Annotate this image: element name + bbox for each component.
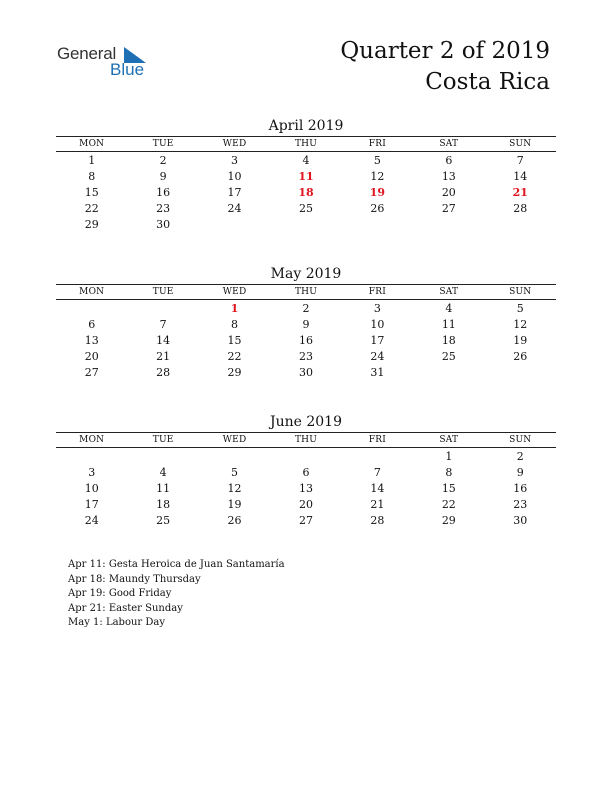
day-cell: 3 — [373, 302, 381, 315]
weekday-label: SAT — [439, 435, 459, 445]
day-cell: 27 — [298, 514, 313, 527]
day-cell: 23 — [156, 202, 171, 215]
day-cell — [127, 301, 198, 317]
day-cell: 20 — [84, 350, 99, 363]
day-cell: 22 — [441, 498, 456, 511]
day-cell: 11 — [156, 482, 171, 495]
day-cell: 13 — [298, 482, 313, 495]
day-cell: 10 — [84, 482, 99, 495]
day-cell: 22 — [84, 202, 99, 215]
day-cell: 3 — [88, 466, 96, 479]
day-cell: 30 — [298, 366, 313, 379]
day-cell: 3 — [231, 154, 239, 167]
title-country: Costa Rica — [425, 69, 550, 95]
day-cell — [342, 449, 413, 465]
day-cell: 9 — [302, 318, 310, 331]
day-cell: 12 — [370, 170, 385, 183]
day-cell: 17 — [227, 186, 242, 199]
day-cell: 10 — [227, 170, 242, 183]
day-cell: 6 — [302, 466, 310, 479]
day-cell: 10 — [370, 318, 385, 331]
day-cell: 9 — [159, 170, 167, 183]
day-cell: 12 — [227, 482, 242, 495]
day-cell: 15 — [441, 482, 456, 495]
weekday-label: WED — [222, 435, 247, 445]
week-row — [56, 301, 556, 317]
day-cell: 25 — [298, 202, 313, 215]
day-cell — [127, 449, 198, 465]
day-cell — [270, 217, 341, 233]
day-cell — [56, 301, 127, 317]
weekday-label: FRI — [368, 139, 386, 149]
week-row — [56, 497, 556, 513]
day-cell: 4 — [159, 466, 167, 479]
day-cell: 14 — [156, 334, 171, 347]
day-cell: 16 — [513, 482, 528, 495]
weekday-label: TUE — [152, 435, 174, 445]
week-row — [56, 481, 556, 497]
week-row — [56, 185, 556, 201]
weekday-label: TUE — [152, 287, 174, 297]
day-cell — [485, 217, 556, 233]
day-cell: 12 — [513, 318, 528, 331]
day-cell — [342, 217, 413, 233]
day-cell: 29 — [84, 218, 99, 231]
weekday-label: TUE — [152, 139, 174, 149]
day-cell: 26 — [370, 202, 385, 215]
weekday-label: THU — [294, 287, 317, 297]
month-title: April 2019 — [268, 118, 344, 134]
weekday-label: SUN — [509, 287, 532, 297]
day-cell: 28 — [156, 366, 171, 379]
page-title — [340, 36, 550, 98]
day-cell: 29 — [441, 514, 456, 527]
day-cell: 23 — [298, 350, 313, 363]
day-cell: 18 — [441, 334, 456, 347]
weekday-header — [56, 136, 556, 152]
day-cell: 1 — [230, 302, 239, 315]
weekday-label: THU — [294, 435, 317, 445]
day-cell: 27 — [84, 366, 99, 379]
day-cell: 21 — [156, 350, 171, 363]
day-cell: 2 — [516, 450, 524, 463]
day-cell: 25 — [156, 514, 171, 527]
month-may — [56, 265, 556, 381]
day-cell: 17 — [84, 498, 99, 511]
holiday-note: Apr 19: Good Friday — [68, 588, 172, 599]
day-cell: 21 — [512, 186, 528, 199]
month-grid — [56, 152, 556, 233]
day-cell: 18 — [156, 498, 171, 511]
weekday-label: MON — [79, 287, 105, 297]
weekday-label: SUN — [509, 435, 532, 445]
day-cell: 30 — [156, 218, 171, 231]
day-cell: 11 — [298, 170, 314, 183]
day-cell: 2 — [302, 302, 310, 315]
day-cell: 24 — [227, 202, 242, 215]
day-cell: 16 — [298, 334, 313, 347]
day-cell — [413, 365, 484, 381]
day-cell: 5 — [231, 466, 239, 479]
day-cell: 18 — [298, 186, 314, 199]
day-cell: 30 — [513, 514, 528, 527]
week-row — [56, 217, 556, 233]
month-title: June 2019 — [269, 414, 342, 430]
weekday-label: FRI — [368, 287, 386, 297]
month-june — [56, 413, 556, 529]
weekday-label: MON — [79, 435, 105, 445]
weekday-label: WED — [222, 139, 247, 149]
week-row — [56, 317, 556, 333]
week-row — [56, 449, 556, 465]
day-cell: 5 — [373, 154, 381, 167]
day-cell — [270, 449, 341, 465]
day-cell: 2 — [159, 154, 167, 167]
weekday-label: SAT — [439, 287, 459, 297]
week-row — [56, 513, 556, 529]
day-cell — [199, 449, 270, 465]
day-cell: 29 — [227, 366, 242, 379]
day-cell — [485, 365, 556, 381]
holiday-note: May 1: Labour Day — [68, 617, 165, 628]
day-cell: 26 — [227, 514, 242, 527]
day-cell: 25 — [441, 350, 456, 363]
day-cell: 9 — [516, 466, 524, 479]
day-cell: 24 — [370, 350, 385, 363]
day-cell: 7 — [516, 154, 524, 167]
month-title: May 2019 — [270, 266, 342, 282]
weekday-label: THU — [294, 139, 317, 149]
day-cell: 20 — [298, 498, 313, 511]
day-cell: 24 — [84, 514, 99, 527]
day-cell: 21 — [370, 498, 385, 511]
day-cell: 17 — [370, 334, 385, 347]
day-cell: 15 — [227, 334, 242, 347]
day-cell: 19 — [513, 334, 528, 347]
month-grid — [56, 448, 556, 529]
day-cell: 11 — [441, 318, 456, 331]
day-cell: 16 — [156, 186, 171, 199]
day-cell: 7 — [159, 318, 167, 331]
logo-general-text: General — [57, 44, 117, 63]
day-cell: 8 — [445, 466, 453, 479]
day-cell: 13 — [441, 170, 456, 183]
week-row — [56, 169, 556, 185]
day-cell: 6 — [88, 318, 96, 331]
weekday-header — [56, 432, 556, 448]
day-cell: 8 — [231, 318, 239, 331]
day-cell: 8 — [88, 170, 96, 183]
weekday-label: WED — [222, 287, 247, 297]
logo-blue-text: Blue — [110, 60, 145, 79]
day-cell: 5 — [516, 302, 524, 315]
day-cell: 14 — [513, 170, 528, 183]
title-quarter: Quarter 2 of 2019 — [340, 38, 550, 64]
day-cell — [56, 449, 127, 465]
weekday-label: SAT — [439, 139, 459, 149]
day-cell: 28 — [513, 202, 528, 215]
day-cell: 19 — [227, 498, 242, 511]
day-cell: 31 — [370, 366, 385, 379]
day-cell: 14 — [370, 482, 385, 495]
day-cell: 22 — [227, 350, 242, 363]
month-grid — [56, 300, 556, 381]
weekday-label: FRI — [368, 435, 386, 445]
weekday-header — [56, 284, 556, 300]
week-row — [56, 365, 556, 381]
day-cell: 1 — [88, 154, 96, 167]
day-cell — [199, 217, 270, 233]
day-cell: 6 — [445, 154, 453, 167]
week-row — [56, 465, 556, 481]
day-cell: 27 — [441, 202, 456, 215]
day-cell: 19 — [369, 186, 386, 199]
day-cell: 1 — [445, 450, 453, 463]
day-cell: 28 — [370, 514, 385, 527]
week-row — [56, 333, 556, 349]
weekday-label: SUN — [509, 139, 532, 149]
holiday-note: Apr 18: Maundy Thursday — [68, 573, 201, 585]
day-cell — [413, 217, 484, 233]
holiday-notes — [68, 558, 285, 631]
day-cell: 23 — [513, 498, 528, 511]
day-cell: 4 — [445, 302, 453, 315]
day-cell: 13 — [84, 334, 99, 347]
week-row — [56, 349, 556, 365]
day-cell: 7 — [373, 466, 381, 479]
day-cell: 15 — [84, 186, 99, 199]
day-cell: 26 — [513, 350, 528, 363]
holiday-note: Apr 21: Easter Sunday — [68, 602, 183, 614]
week-row — [56, 201, 556, 217]
day-cell: 20 — [441, 186, 456, 199]
week-row — [56, 153, 556, 169]
month-april — [56, 117, 556, 233]
logo — [57, 44, 157, 84]
weekday-label: MON — [79, 139, 105, 149]
day-cell: 4 — [302, 154, 310, 167]
holiday-note: Apr 11: Gesta Heroica de Juan Santamaría — [68, 559, 285, 570]
